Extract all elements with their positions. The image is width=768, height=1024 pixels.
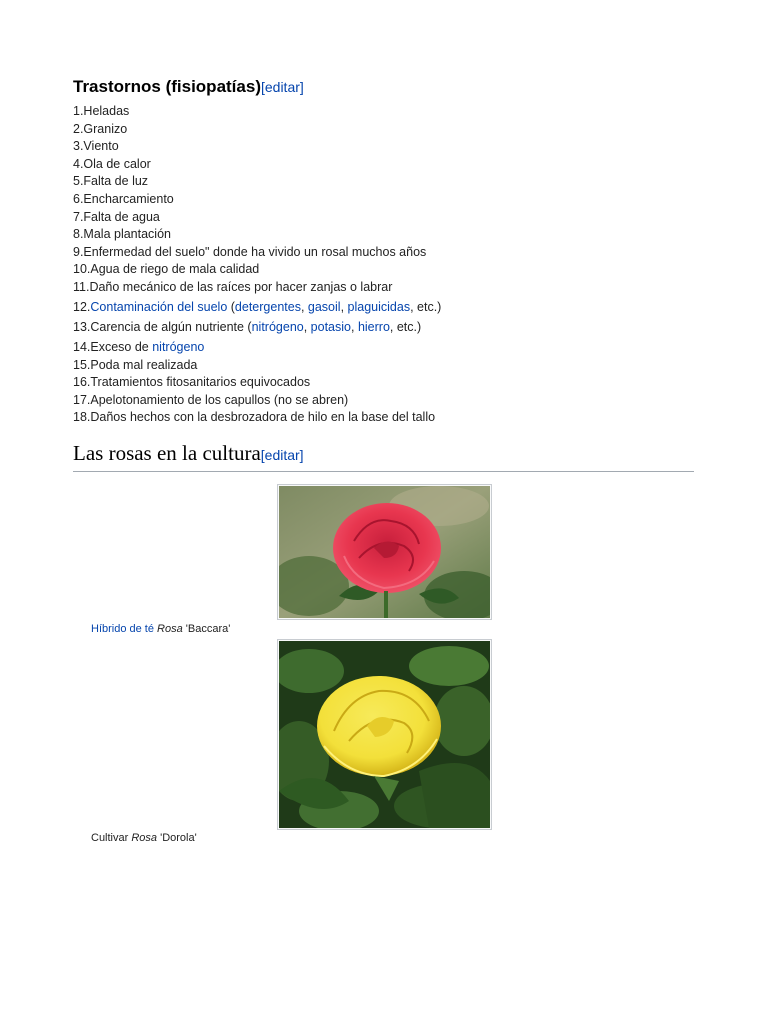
disorders-list (73, 103, 441, 427)
item-text: , etc.) (410, 299, 442, 314)
list-item: 4.Ola de calor (73, 156, 151, 171)
item-text: 13.Carencia de algún nutriente ( (73, 319, 252, 334)
list-item (73, 317, 441, 337)
list-item: 18.Daños hechos con la desbrozadora de hilo en la base del tallo (73, 410, 436, 425)
list-item: 9.Enfermedad del suelo" donde ha vivido un rosal muchos años (73, 244, 427, 259)
list-item: 8.Mala plantación (73, 227, 171, 242)
section-title: Las rosas en la cultura (73, 441, 261, 465)
list-item: 1.Heladas (73, 104, 130, 118)
list-item: 11.Daño mecánico de las raíces por hacer zanjas o labrar (73, 279, 393, 294)
item-separator: , (340, 299, 348, 314)
edit-link[interactable]: [editar] (260, 447, 304, 463)
gasoil-link[interactable]: gasoil (307, 299, 341, 314)
list-item: 7.Falta de agua (73, 209, 160, 224)
potasio-link[interactable]: potasio (310, 319, 351, 334)
yellow-rose-illustration (279, 641, 490, 828)
list-item: 6.Encharcamiento (73, 191, 174, 206)
list-item: 15.Poda mal realizada (73, 357, 198, 372)
section-heading-cultura (73, 441, 694, 472)
caption-text: 'Baccara' (182, 623, 231, 635)
section-heading-trastornos (73, 77, 304, 97)
list-item (73, 297, 441, 317)
list-item: 10.Agua de riego de mala calidad (73, 262, 260, 277)
item-text: 14.Exceso de (73, 339, 153, 354)
list-item: 3.Viento (73, 139, 119, 154)
item-separator: , (303, 319, 311, 334)
list-item: 16.Tratamientos fitosanitarios equivocados (73, 375, 311, 390)
list-item: 5.Falta de luz (73, 174, 149, 189)
item-text: , etc.) (389, 319, 422, 334)
edit-link[interactable]: [editar] (260, 79, 304, 95)
yellow-rose-image[interactable] (277, 639, 492, 830)
detergentes-link[interactable]: detergentes (234, 299, 301, 314)
caption-italic: Rosa (131, 832, 158, 844)
item-number: 12. (73, 299, 91, 314)
list-item: 2.Granizo (73, 121, 128, 136)
red-rose-illustration (279, 486, 490, 618)
item-separator: , (350, 319, 358, 334)
section-title: Trastornos (fisiopatías) (73, 77, 261, 96)
plaguicidas-link[interactable]: plaguicidas (347, 299, 411, 314)
caption-text: 'Dorola' (157, 832, 197, 844)
hibrido-de-te-link[interactable]: Híbrido de té (91, 623, 154, 635)
contaminacion-link[interactable]: Contaminación del suelo (90, 299, 228, 314)
figure-caption (91, 832, 197, 844)
item-separator: , (300, 299, 308, 314)
item-text: ( (227, 299, 235, 314)
red-rose-image[interactable] (277, 484, 492, 620)
nitrogeno-link[interactable]: nitrógeno (152, 339, 205, 354)
hierro-link[interactable]: hierro (357, 319, 390, 334)
caption-italic: Rosa (157, 623, 183, 635)
list-item: 17.Apelotonamiento de los capullos (no se abren) (73, 392, 349, 407)
list-item (73, 337, 441, 357)
caption-text: Cultivar (91, 832, 132, 844)
nitrogeno-link[interactable]: nitrógeno (251, 319, 304, 334)
figure-caption (91, 623, 230, 635)
